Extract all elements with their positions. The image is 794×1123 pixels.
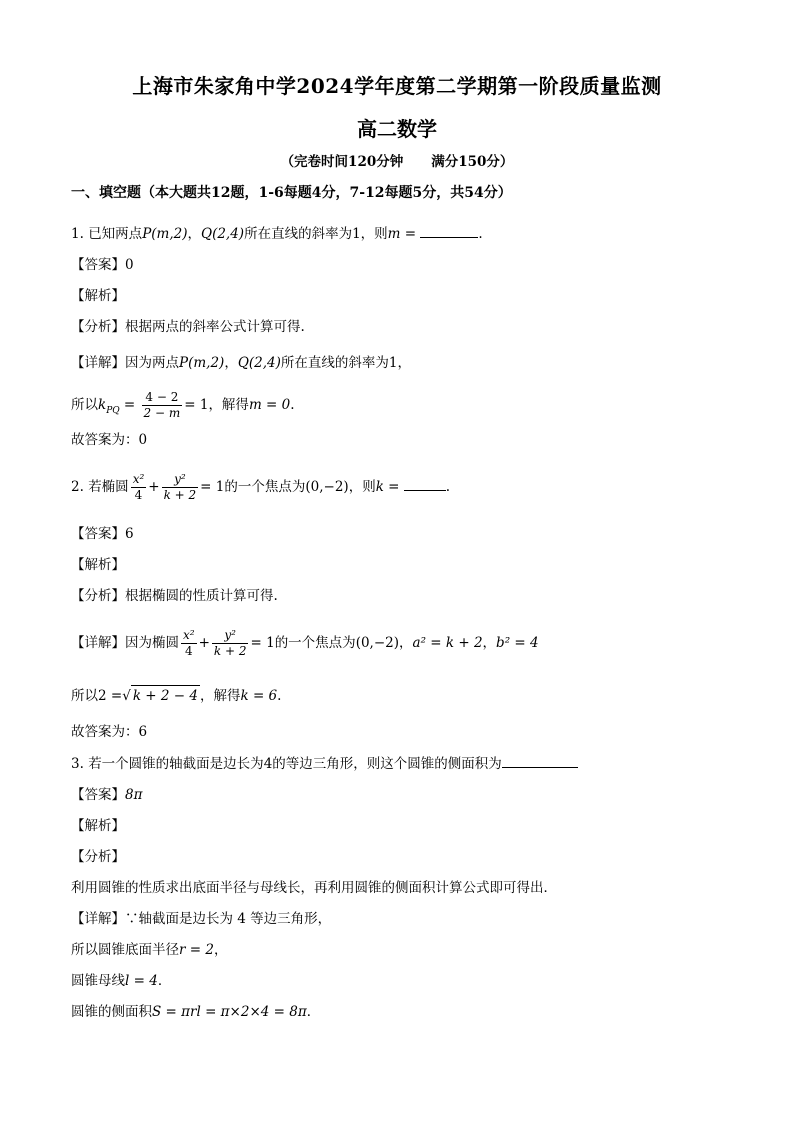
slope-value: 1 (352, 226, 361, 242)
period: ． (306, 1004, 321, 1020)
fraction-denominator: k + 2 (213, 644, 247, 658)
question-1 (71, 223, 483, 244)
slant-value: l = 4 (125, 973, 158, 989)
period: . (478, 226, 483, 242)
question-number: 2. (71, 479, 84, 495)
two-equals: 2 = (98, 688, 123, 704)
radius-text: 所以圆锥底面半径 (71, 942, 179, 958)
separator: ， (399, 635, 413, 651)
equals-one: = 1 (184, 397, 209, 413)
jiexi-label: 【解析】 (71, 818, 125, 834)
answer-value: 6 (125, 526, 134, 542)
jiexi-label: 【解析】 (71, 557, 125, 573)
fraction-x (181, 628, 197, 659)
detail-text: 因为椭圆 (125, 635, 179, 651)
question-3 (71, 753, 578, 774)
formula-text: ，解得 (199, 688, 241, 704)
answer-line (71, 255, 134, 275)
slope-symbol: k (98, 397, 107, 413)
question-text: 的一个焦点为 (224, 479, 306, 495)
exam-info (0, 150, 794, 170)
jiexi-label: 【解析】 (71, 288, 125, 304)
analysis-line (71, 317, 305, 337)
answer-line (71, 785, 142, 805)
question-text: ，则 (348, 479, 376, 495)
question-text: 的等边三角形，则这个圆锥的侧面积为 (272, 756, 502, 772)
radius-line (71, 940, 227, 960)
analysis-text: 利用圆锥的性质求出底面半径与母线长，再利用圆锥的侧面积计算公式即可得出． (71, 880, 557, 896)
formula-text: ，解得 (208, 397, 249, 413)
answer-blank (404, 476, 446, 491)
answer-blank (420, 223, 478, 238)
slant-text: 圆锥母线 (71, 973, 125, 989)
time-note: （完卷时间120分钟 (280, 154, 404, 170)
question-text: 若一个圆锥的轴截面是边长为 (88, 756, 264, 772)
separator: ， (482, 635, 497, 651)
result-m: m = 0 (248, 397, 291, 413)
area-text: 圆锥的侧面积 (71, 1004, 152, 1020)
a-squared: a² = k + 2 (412, 635, 483, 651)
sqrt-icon: √ (122, 688, 131, 704)
detail-text: 的一个焦点为 (274, 635, 356, 651)
analysis-text: 根据两点的斜率公式计算可得. (125, 319, 305, 335)
slope-fraction (142, 390, 183, 421)
section-heading: 一、填空题（本大题共12题，1-6每题4分，7-12每题5分，共54分） (71, 185, 512, 201)
unknown-m: m = (387, 226, 417, 242)
analysis-label: 【分析】 (71, 588, 125, 604)
area-line (71, 1002, 320, 1022)
question-text: 所在直线的斜率为 (244, 226, 353, 242)
plus: + (148, 479, 160, 495)
detail-line (71, 909, 331, 929)
sqrt-expression: k + 2 − 4 (131, 685, 200, 706)
fraction-denominator: k + 2 (163, 488, 197, 502)
detail-line (71, 626, 539, 660)
separator: ， (397, 355, 411, 371)
fraction-denominator: 4 (184, 644, 193, 658)
detail-text: 轴截面是边长为 4 等边三角形， (138, 911, 332, 927)
question-number: 3. (71, 756, 84, 772)
detail-text: 因为两点 (125, 355, 179, 371)
answer-value: 8π (125, 787, 143, 803)
point-q: Q(2,4) (237, 355, 281, 371)
period: ． (157, 973, 172, 989)
b-squared: b² = 4 (496, 635, 539, 651)
unknown-k: k = (375, 479, 400, 495)
formula-prefix: 所以 (71, 397, 98, 413)
focus-point: (0,−2) (355, 635, 400, 651)
slope-subscript: PQ (106, 406, 120, 416)
question-text: 已知两点 (88, 226, 143, 242)
fraction-y (212, 628, 249, 659)
equals-one: = 1 (250, 635, 275, 651)
question-number: 1. (71, 226, 84, 242)
equals-one: = 1 (200, 479, 225, 495)
score-note: 满分150分） (431, 154, 514, 170)
focus-point: (0,−2) (305, 479, 349, 495)
answer-label: 【答案】 (71, 526, 125, 542)
answer-value: 0 (125, 257, 134, 273)
fraction-numerator: 4 − 2 (142, 390, 183, 406)
plus: + (198, 635, 210, 651)
separator: ， (187, 226, 201, 242)
analysis-label: 【分析】 (71, 319, 125, 335)
radius-value: r = 2 (179, 942, 214, 958)
slant-line (71, 971, 171, 991)
sqrt-line (71, 685, 281, 706)
analysis-text: 根据椭圆的性质计算可得. (125, 588, 278, 604)
period: . (445, 479, 451, 495)
detail-label: 【详解】 (71, 355, 125, 371)
because-icon: ∵ (125, 911, 139, 927)
exam-subtitle: 高二数学 (357, 117, 437, 141)
fraction-numerator: x² (132, 472, 145, 486)
result-k: k = 6 (240, 688, 278, 704)
separator: ， (213, 942, 228, 958)
point-q: Q(2,4) (201, 226, 245, 242)
detail-label: 【详解】 (71, 911, 125, 927)
analysis-label: 【分析】 (71, 849, 125, 865)
exam-title: 上海市朱家角中学2024学年度第二学期第一阶段质量监测 (132, 74, 662, 98)
fraction-x (131, 472, 147, 503)
detail-line: 【详解】因为两点P(m,2)，Q(2,4)所在直线的斜率为1， (71, 355, 411, 371)
question-2 (71, 470, 450, 504)
fraction-numerator: x² (183, 628, 195, 642)
detail-label: 【详解】 (71, 635, 125, 651)
final-answer: 故答案为：0 (71, 432, 148, 448)
question-text: ，则 (360, 226, 388, 242)
slope-value: 1 (388, 355, 398, 371)
analysis-line (71, 586, 278, 606)
formula-prefix: 所以 (71, 688, 98, 704)
fraction-numerator: y² (212, 628, 249, 644)
period: . (277, 688, 282, 704)
final-answer: 故答案为：6 (71, 724, 148, 740)
answer-label: 【答案】 (71, 787, 125, 803)
answer-line (71, 524, 134, 544)
question-text: 若椭圆 (88, 479, 129, 495)
fraction-denominator: 4 (134, 488, 143, 502)
period: . (290, 397, 295, 413)
fraction-denominator: 2 − m (143, 406, 181, 420)
area-formula: S = πrl = π×2×4 = 8π (152, 1004, 307, 1020)
fraction-numerator: y² (162, 472, 199, 488)
detail-text: 所在直线的斜率为 (280, 355, 389, 371)
formula-line: 所以$k_{PQ}$ = $\frac{4 - 2}{2 - m}$ = 1，解得m = 0. (71, 390, 295, 420)
fraction-y (162, 472, 199, 503)
point-p: P(m,2) (142, 226, 188, 242)
point-p: P(m,2) (179, 355, 225, 371)
side-length: 4 (263, 756, 273, 772)
answer-label: 【答案】 (71, 257, 125, 273)
answer-blank (502, 753, 578, 768)
